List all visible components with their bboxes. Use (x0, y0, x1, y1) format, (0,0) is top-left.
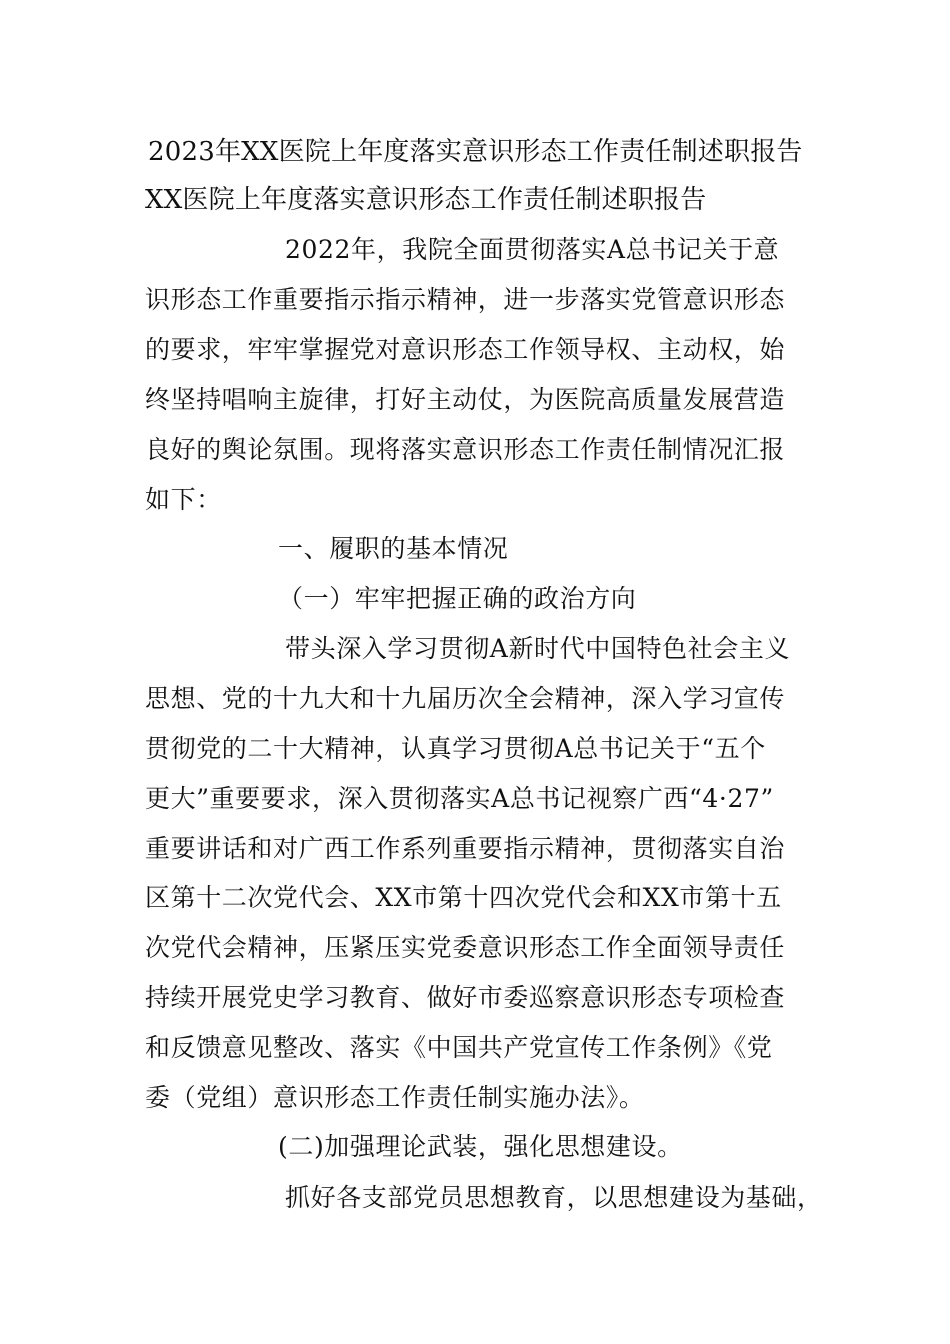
body-line: 委（党组）意识形态工作责任制实施办法》。 (145, 1083, 645, 1112)
document-subtitle: XX医院上年度落实意识形态工作责任制述职报告 (145, 185, 707, 215)
intro-line: 识形态工作重要指示指示精神，进一步落实党管意识形态 (145, 285, 786, 314)
body-line: 持续开展党史学习教育、做好市委巡察意识形态专项检查 (145, 983, 786, 1012)
body-line: 次党代会精神，压紧压实党委意识形态工作全面领导责任 (145, 933, 786, 962)
section-heading: 一、履职的基本情况 (278, 534, 509, 563)
document-title: 2023年XX医院上年度落实意识形态工作责任制述职报告 (148, 137, 803, 167)
body-line: 更大”重要要求，深入贯彻落实A总书记视察广西“4·27” (145, 784, 774, 813)
subsection-heading: （一）牢牢把握正确的政治方向 (278, 584, 637, 613)
intro-line: 如下： (145, 485, 222, 514)
intro-line: 的要求，牢牢掌握党对意识形态工作领导权、主动权，始 (145, 335, 786, 364)
body-line: 和反馈意见整改、落实《中国共产党宣传工作条例》《党 (145, 1033, 773, 1062)
body-line: 区第十二次党代会、XX市第十四次党代会和XX市第十五 (145, 883, 782, 912)
body-line: 思想、党的十九大和十九届历次全会精神，深入学习宣传 (145, 684, 786, 713)
subsection-heading: (二)加强理论武装，强化思想建设。 (278, 1132, 683, 1161)
intro-line: 良好的舆论氛围。现将落实意识形态工作责任制情况汇报 (145, 435, 786, 464)
body-line: 带头深入学习贯彻A新时代中国特色社会主义 (285, 634, 791, 663)
body-line: 抓好各支部党员思想教育，以思想建设为基础， (285, 1183, 823, 1212)
body-line: 重要讲话和对广西工作系列重要指示精神，贯彻落实自治 (145, 834, 786, 863)
intro-line: 终坚持唱响主旋律，打好主动仗，为医院高质量发展营造 (145, 385, 786, 414)
intro-line: 2022年，我院全面贯彻落实A总书记关于意 (285, 235, 780, 264)
body-line: 贯彻党的二十大精神，认真学习贯彻A总书记关于“五个 (145, 734, 766, 763)
